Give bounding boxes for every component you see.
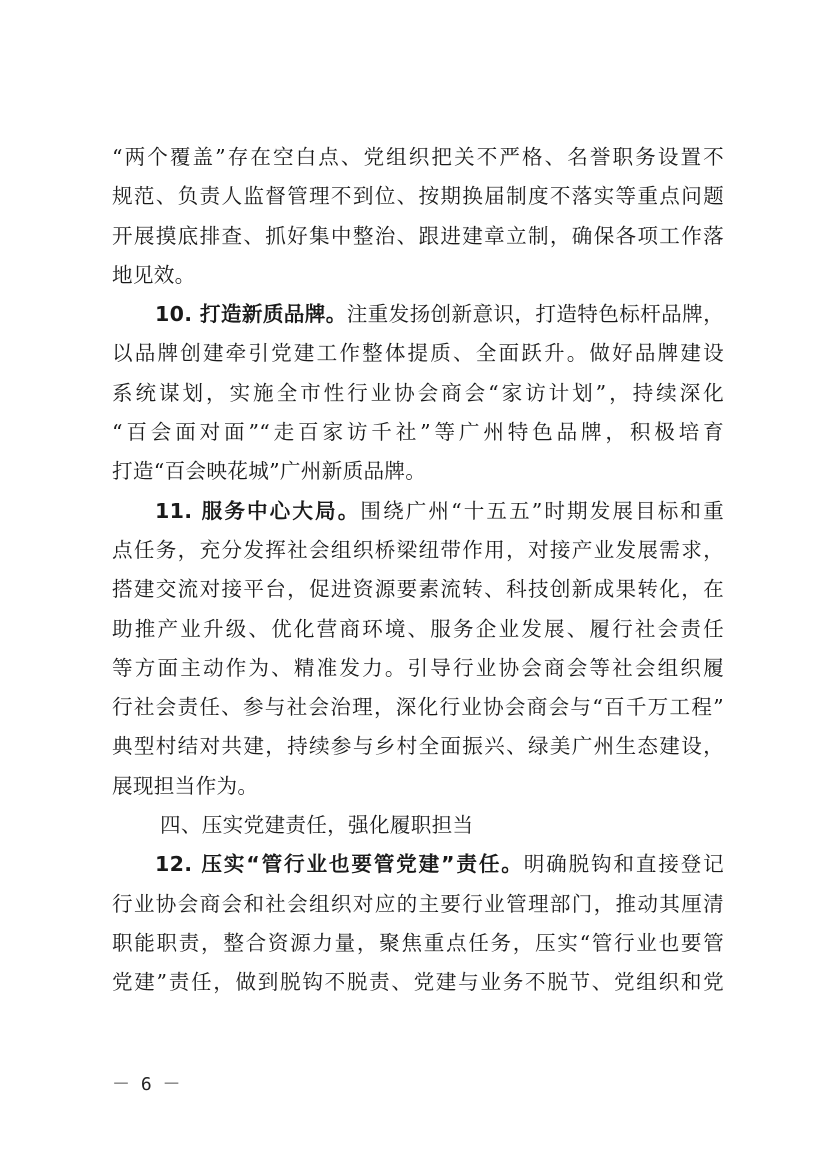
paragraph-9-line: 规范、负责人监督管理不到位、按期换届制度不落实等重点问题	[112, 184, 724, 209]
item-10-line: 以品牌创建牵引党建工作整体提质、全面跃升。做好品牌建设	[112, 341, 724, 366]
item-12-line: 行业协会商会和社会组织对应的主要行业管理部门，推动其厘清	[112, 891, 724, 916]
document-body	[112, 138, 724, 1003]
item-12-text: 明确脱钩和直接登记	[523, 852, 725, 877]
item-11-line: 助推产业升级、优化营商环境、服务企业发展、履行社会责任	[112, 616, 724, 641]
item-11-line: 点任务，充分发挥社会组织桥梁纽带作用，对接产业发展需求，	[112, 537, 724, 562]
item-10-first-line	[112, 295, 724, 334]
item-10-line: 打造“百会映花城”广州新质品牌。	[112, 459, 427, 484]
paragraph-9-line: 地见效。	[112, 262, 196, 287]
item-12-title: 12. 压实“管行业也要管党建”责任。	[155, 852, 524, 877]
paragraph-9-line: “两个覆盖”存在空白点、党组织把关不严格、名誉职务设置不	[112, 145, 724, 169]
page-number: － 6 －	[112, 1074, 181, 1095]
item-12-line: 党建”责任，做到脱钩不脱责、党建与业务不脱节、党组织和党	[112, 970, 724, 995]
item-11-line: 等方面主动作为、精准发力。引导行业协会商会等社会组织履	[112, 655, 724, 680]
item-11-line: 典型村结对共建，持续参与乡村全面振兴、绿美广州生态建设，	[112, 734, 724, 759]
item-10-title: 10. 打造新质品牌。	[155, 302, 347, 327]
section-4-heading: 四、压实党建责任，强化履职担当	[160, 813, 474, 838]
item-11-first-line	[112, 492, 724, 531]
item-11-line: 搭建交流对接平台，促进资源要素流转、科技创新成果转化，在	[112, 577, 724, 602]
item-10-text: 注重发扬创新意识，打造特色标杆品牌，	[346, 302, 724, 327]
item-10-line: “百会面对面”“走百家访千社”等广州特色品牌，积极培育	[112, 420, 724, 445]
item-11-text: 围绕广州“十五五”时期发展目标和重	[360, 498, 725, 523]
item-12-first-line	[112, 845, 724, 884]
item-10-line: 系统谋划，实施全市性行业协会商会“家访计划”，持续深化	[112, 380, 724, 405]
item-11-title: 11. 服务中心大局。	[155, 498, 361, 523]
item-11-line: 展现担当作为。	[112, 773, 259, 798]
item-12-line: 职能职责，整合资源力量，聚焦重点任务，压实“管行业也要管	[112, 930, 724, 955]
item-11-line: 行社会责任、参与社会治理，深化行业协会商会与“百千万工程”	[112, 695, 724, 720]
paragraph-9-line: 开展摸底排查、抓好集中整治、跟进建章立制，确保各项工作落	[112, 223, 724, 248]
